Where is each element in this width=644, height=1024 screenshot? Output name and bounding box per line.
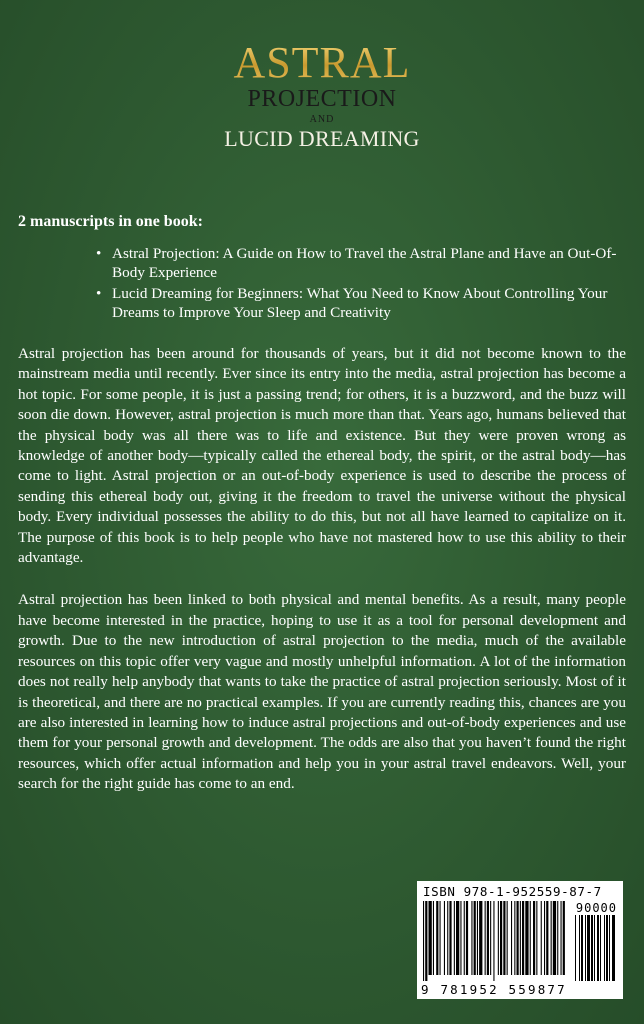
barcode-bar	[423, 901, 424, 981]
isbn-barcode	[417, 881, 623, 999]
barcode-bar	[444, 901, 445, 975]
description-paragraph-2: Astral projection has been linked to both physical and mental benefits. As a result, many people have become interested in the practice, hoping to use it as a tool for personal development and growth. Due to the new introduction of astral projection to the media, much of the available resources on this topic offer very vague and mostly unhelpful information. A lot of the information does not really help anybody that wants to take the practice of astral projection seriously. Most of it is theoretical, and there are no practical examples. If you are currently reading this, chances are you are also interested in learning how to induce astral projections and out-of-body experiences and use them for your personal growth and development. The odds are also that you haven’t found the right resources, which offer actual information and help you in your astral travel endeavors. Well, your search for the right guide has come to an end.	[18, 591, 626, 793]
barcode-bar	[440, 901, 441, 975]
barcode-bar	[541, 901, 542, 975]
barcode-bar	[490, 901, 491, 975]
barcode-bar	[464, 901, 465, 975]
barcode-bar	[500, 901, 502, 975]
isbn-label: ISBN 978-1-952559-87-7	[423, 884, 602, 899]
barcode-addon-bar	[591, 915, 593, 981]
barcode-addon-bar	[594, 915, 595, 981]
barcode-bar	[563, 901, 565, 975]
barcode-bar	[522, 901, 524, 975]
barcode-bar	[425, 901, 427, 981]
barcode-addon-bar	[612, 915, 615, 981]
barcode-bar	[466, 901, 468, 975]
barcode-addon-bar	[609, 915, 610, 981]
barcode-addon-bar	[600, 915, 601, 981]
barcode-bar	[525, 901, 528, 975]
barcode-addon-bar	[581, 915, 583, 981]
barcode-bar	[471, 901, 472, 975]
barcode-bar	[456, 901, 459, 975]
barcode-bar	[460, 901, 461, 975]
barcode-bar	[561, 901, 562, 975]
barcode-bar	[517, 901, 519, 975]
list-item: • Astral Projection: A Guide on How to Travel the Astral Plane and Have an Out-Of-Body Experience	[96, 244, 626, 282]
barcode-bar	[436, 901, 438, 975]
barcode-addon-bar	[606, 915, 608, 981]
barcode-addon-bar	[587, 915, 590, 981]
list-item: • Lucid Dreaming for Beginners: What You Need to Know About Controlling Your Dreams to Improve Your Sleep and Creativity	[96, 284, 626, 322]
title-lucid-dreaming: LUCID DREAMING	[224, 126, 420, 151]
barcode-bar	[485, 901, 486, 975]
barcode-bar	[447, 901, 448, 975]
back-cover-text	[18, 212, 626, 817]
barcode-bar	[449, 901, 451, 975]
ean-digits: 9 781952 559877	[421, 982, 567, 997]
barcode-bar	[553, 901, 556, 975]
barcode-bar	[479, 901, 482, 975]
title-and: AND	[309, 114, 335, 125]
barcode-bar	[474, 901, 476, 975]
title-block	[0, 40, 644, 152]
barcode-bar	[533, 901, 535, 975]
barcode-bar	[546, 901, 548, 975]
intro-heading: 2 manuscripts in one book:	[18, 213, 203, 230]
barcode-bar	[433, 901, 434, 975]
barcode-bar	[507, 901, 508, 975]
barcode-bar	[551, 901, 552, 975]
barcode-bar	[544, 901, 545, 975]
barcode-bar	[511, 901, 512, 975]
barcode-addon-bar	[585, 915, 586, 981]
barcode-bar	[514, 901, 515, 975]
barcode-bar	[530, 901, 531, 975]
manuscript-list	[18, 244, 626, 322]
description-paragraph-1: Astral projection has been around for thousands of years, but it did not become known to the mainstream media until recently. Ever since its entry into the media, astral projection has become a hot topic. For some people, it is just a passing trend; for others, it is a buzzword, and the buzz will soon die down. However, astral projection is much more than that. Years ago, humans believed that the physical body was all there was to life and existence. But they were proven wrong as knowledge of another body—typically called the ethereal body, the spirit, or the astral body—has come to light. Astral projection or an out-of-body experience is used to describe the process of sending this ethereal body out, giving it the freedom to travel the universe without the physical body. Every individual possesses the ability to do this, but not all have learned to capitalize on it. The purpose of this book is to help people who have not mastered how to use this ability to their advantage.	[18, 345, 626, 567]
barcode-bar	[487, 901, 489, 975]
barcode-bar	[520, 901, 521, 975]
title-astral: ASTRAL	[0, 40, 644, 86]
barcode-addon-bar	[604, 915, 605, 981]
title-projection: PROJECTION	[247, 86, 397, 112]
barcode-addon-bar	[579, 915, 580, 981]
barcode-bar	[429, 901, 432, 975]
barcode-bar	[477, 901, 478, 975]
barcode-bar	[557, 901, 558, 975]
barcode-bar	[493, 901, 494, 981]
barcode-bar	[498, 901, 499, 975]
barcode-bar	[454, 901, 455, 975]
barcode-bar	[536, 901, 537, 975]
barcode-bar	[503, 901, 505, 975]
price-code: 90000	[575, 901, 617, 915]
barcode-addon-bar	[575, 915, 576, 981]
barcode-addon-bar	[597, 915, 599, 981]
